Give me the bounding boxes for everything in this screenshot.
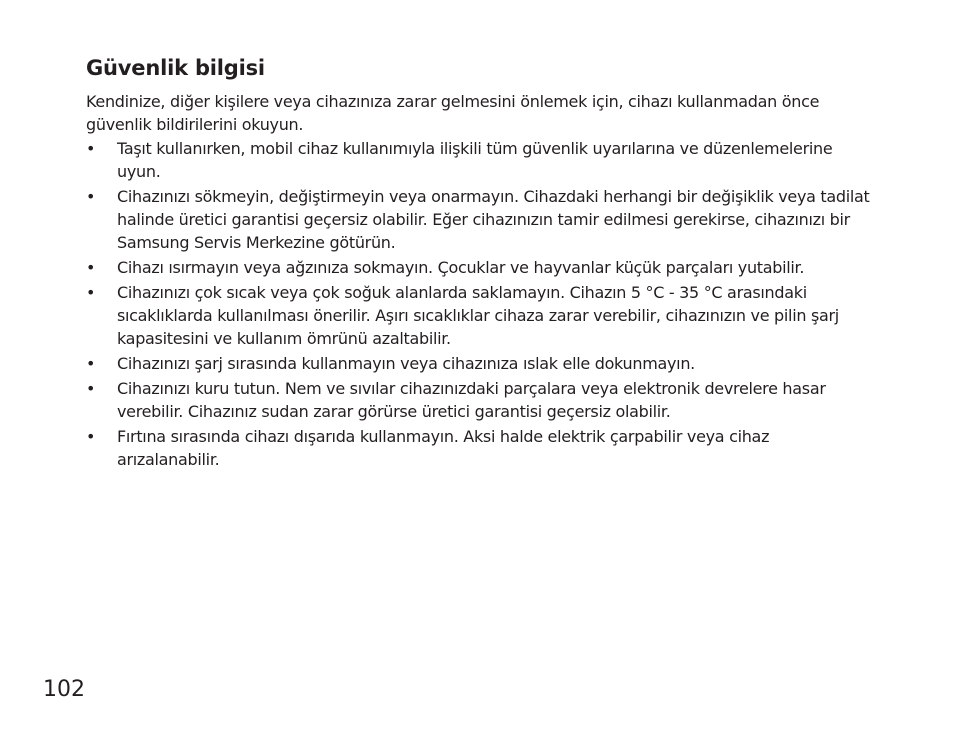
section-title: Güvenlik bilgisi (86, 56, 265, 80)
list-item (86, 425, 876, 471)
bullet-icon: • (86, 187, 96, 206)
safety-list (86, 137, 876, 471)
list-item-text: Cihazınızı çok sıcak veya çok soğuk alanlarda saklamayın. Cihazın 5 °C - 35 °C arasındaki sıcaklıklarda kullanılması önerilir. Aşırı sıcaklıklar cihaza zarar verebilir, cihazınızın ve pilin şarj kapasitesini ve kullanım ömrünü azaltabilir. (117, 283, 839, 348)
list-item (86, 137, 876, 183)
bullet-icon: • (86, 139, 96, 158)
list-item (86, 352, 876, 375)
bullet-icon: • (86, 427, 96, 446)
list-item (86, 185, 876, 254)
list-item-text: Fırtına sırasında cihazı dışarıda kullanmayın. Aksi halde elektrik çarpabilir veya cihaz arızalanabilir. (117, 427, 770, 469)
safety-section (86, 54, 876, 473)
bullet-icon: • (86, 283, 96, 302)
list-item (86, 377, 876, 423)
list-item-text: Taşıt kullanırken, mobil cihaz kullanımıyla ilişkili tüm güvenlik uyarılarına ve düzenlemelerine uyun. (117, 139, 833, 181)
intro-paragraph: Kendinize, diğer kişilere veya cihazınıza zarar gelmesini önlemek için, cihazı kullanmadan önce güvenlik bildirilerini okuyun. (86, 92, 820, 134)
bullet-icon: • (86, 354, 96, 373)
list-item-text: Cihazınızı sökmeyin, değiştirmeyin veya onarmayın. Cihazdaki herhangi bir değişiklik veya tadilat halinde üretici garantisi geçersiz olabilir. Eğer cihazınızın tamir edilmesi gerekirse, cihazınızı bir Samsung Servis Merkezine götürün. (117, 187, 870, 252)
list-item-text: Cihazınızı şarj sırasında kullanmayın veya cihazınıza ıslak elle dokunmayın. (117, 354, 695, 373)
bullet-icon: • (86, 379, 96, 398)
list-item (86, 281, 876, 350)
bullet-icon: • (86, 258, 96, 277)
list-item (86, 256, 876, 279)
page-number: 102 (43, 677, 85, 702)
list-item-text: Cihazınızı kuru tutun. Nem ve sıvılar cihazınızdaki parçalara veya elektronik devrelere hasar verebilir. Cihazınız sudan zarar görürse üretici garantisi geçersiz olabilir. (117, 379, 826, 421)
list-item-text: Cihazı ısırmayın veya ağzınıza sokmayın. Çocuklar ve hayvanlar küçük parçaları yutabilir. (117, 258, 805, 277)
